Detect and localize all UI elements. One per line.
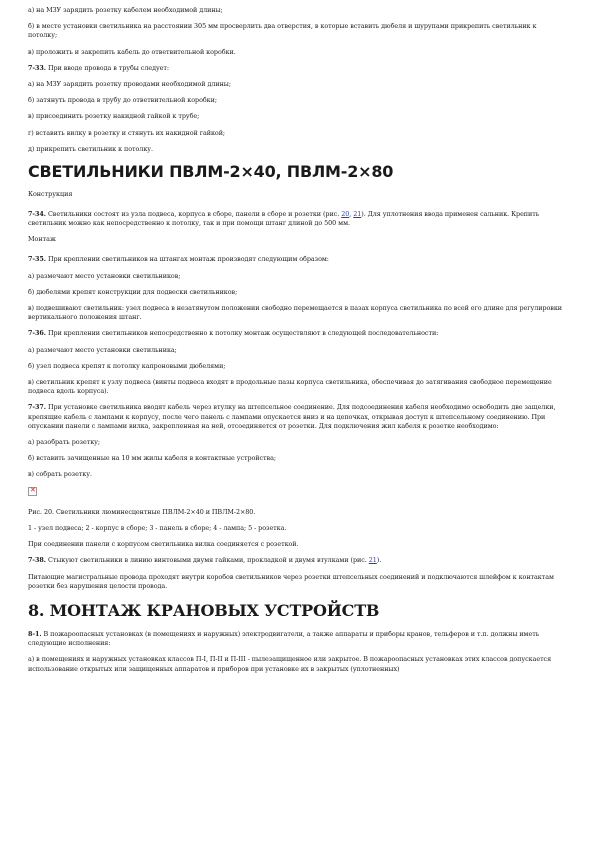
clause-text: При креплении светильников на штангах монтаж производят следующим образом: — [45, 255, 329, 264]
clause-number: 8-1. — [28, 629, 42, 638]
subheading-mounting: Монтаж — [28, 235, 56, 244]
list-item: а) размечают место установки светильника; — [28, 345, 177, 354]
list-item: в) проложить и закрепить кабель до ответвительной коробки. — [28, 47, 236, 56]
figure-link-21[interactable]: 21 — [353, 210, 362, 219]
list-item: б) вставить зачищенные на 10 мм жилы кабеля в контактные устройства; — [28, 454, 276, 463]
clause-number: 7-38. — [28, 556, 46, 565]
list-item: а) на МЗУ зарядить розетку кабелем необходимой длины; — [28, 6, 223, 14]
paragraph-7-33 — [28, 64, 566, 73]
list-item: а) на МЗУ зарядить розетку проводами необходимой длины; — [28, 80, 231, 89]
list-item: а) разобрать розетку; — [28, 438, 100, 447]
paragraph-wiring: Питающие магистральные провода проходят внутри коробов светильников через розетки штепсельных соединений и подключаются шлейфом к контактам розетки без нарушения целости провода. — [28, 572, 554, 590]
clause-text: ). — [376, 556, 382, 565]
clause-text: При установке светильника вводят кабель через втулку на штепсельное соединение. Для подсоединения кабеля необходимо освободить две защелки, крепящие кабель с лампами к корпусу, после чего панель с лампами опускается вниз и на цепочках, открывая доступ к штепсельному соединению. При опускании панели с лампами вилка, закрепленная на ней, отсоединяется от розетки. Для подключения жил кабеля к розетке необходимо: — [28, 403, 556, 430]
clause-number: 7-34. — [28, 210, 46, 219]
list-item: г) вставить вилку в розетку и стянуть их накидной гайкой; — [28, 128, 226, 137]
clause-text: Стыкуют светильники в линию винтовыми двумя гайками, прокладкой и двумя втулками (рис. — [45, 556, 369, 565]
paragraph-7-36 — [28, 329, 566, 338]
list-item: д) прикрепить светильник к потолку. — [28, 144, 153, 153]
clause-text: В пожароопасных установках (в помещениях и наружных) электродвигатели, а также аппараты и приборы кранов, тельферов и т.п. должны иметь следующие исполнения: — [28, 629, 540, 648]
list-item: б) дюбелями крепят конструкции для подвески светильников; — [28, 287, 238, 296]
broken-image-glyph: ✕ — [30, 485, 36, 494]
clause-text: При креплении светильников непосредственно к потолку монтаж осуществляют в следующей последовательности: — [45, 329, 439, 338]
figure-legend: 1 - узел подвеса; 2 - корпус в сборе; 3 - панель в сборе; 4 - лампа; 5 - розетка. — [28, 523, 287, 532]
list-item: а) размечают место установки светильников; — [28, 271, 181, 280]
list-item: в) светильник крепят к узлу подвеса (винты подвеса входят в продольные пазы корпуса светильника, обеспечивая до затягивания свободное перемещение подвеса вдоль корпуса). — [28, 378, 552, 396]
list-item: в) присоединить розетку накидной гайкой к трубе; — [28, 112, 200, 121]
figure-caption: Рис. 20. Светильники люминесцентные ПВЛМ-2×40 и ПВЛМ-2×80. — [28, 507, 256, 516]
clause-text: При вводе провода в трубы следует: — [45, 63, 169, 72]
document-page — [28, 6, 566, 681]
figure-link-21[interactable]: 21 — [368, 556, 377, 565]
list-item: б) затянуть провода в трубу до ответвительной коробки; — [28, 96, 217, 105]
clause-text: , — [349, 210, 354, 219]
figure-link-20[interactable]: 20 — [341, 210, 350, 219]
figure-note: При соединении панели с корпусом светильника вилка соединяется с розеткой. — [28, 540, 299, 549]
paragraph-7-37 — [28, 403, 566, 431]
clause-number: 7-33. — [28, 63, 46, 72]
paragraph-7-35 — [28, 255, 566, 264]
clause-text: Светильники состоят из узла подвеса, корпуса в сборе, панели в сборе и розетки (рис. — [45, 210, 342, 219]
list-item: а) в помещениях и наружных установках классов П-I, П-II и П-III - пылезащищенное или закрытое. В пожароопасных установках этих классов допускается использование открытых или защищенных аппаратов и приборов при установке их в закрытых (уплотненных) — [28, 655, 552, 673]
clause-number: 7-35. — [28, 255, 46, 264]
list-item: в) собрать розетку. — [28, 470, 92, 479]
list-item: в) подвешивают светильник: узел подвеса в незатянутом положении свободно перемещается в пазах корпуса светильника по всей его длине для регулировки вертикального положения штанг. — [28, 304, 562, 322]
paragraph-7-34 — [28, 210, 566, 228]
paragraph-7-38 — [28, 556, 566, 565]
section-heading-luminaires: СВЕТИЛЬНИКИ ПВЛМ-2×40, ПВЛМ-2×80 — [28, 162, 394, 182]
clause-number: 7-36. — [28, 329, 46, 338]
paragraph-8-1 — [28, 630, 566, 648]
clause-text: ). Для уплотнения ввода применен сальник. Крепить светильник можно как непосредственно к потолку, так и при помощи штанг длиной до 500 мм. — [28, 210, 540, 228]
subheading-construction: Конструкция — [28, 190, 73, 199]
list-item: б) узел подвеса крепят к потолку капроновыми дюбелями; — [28, 361, 226, 370]
broken-image-icon — [28, 487, 37, 496]
list-item: б) в месте установки светильника на расстоянии 305 мм просверлить два отверстия, в которые вставить дюбеля и шурупами прикрепить светильник к потолку; — [28, 22, 537, 40]
section-heading-crane-devices: 8. МОНТАЖ КРАНОВЫХ УСТРОЙСТВ — [28, 600, 380, 620]
clause-number: 7-37. — [28, 403, 46, 412]
